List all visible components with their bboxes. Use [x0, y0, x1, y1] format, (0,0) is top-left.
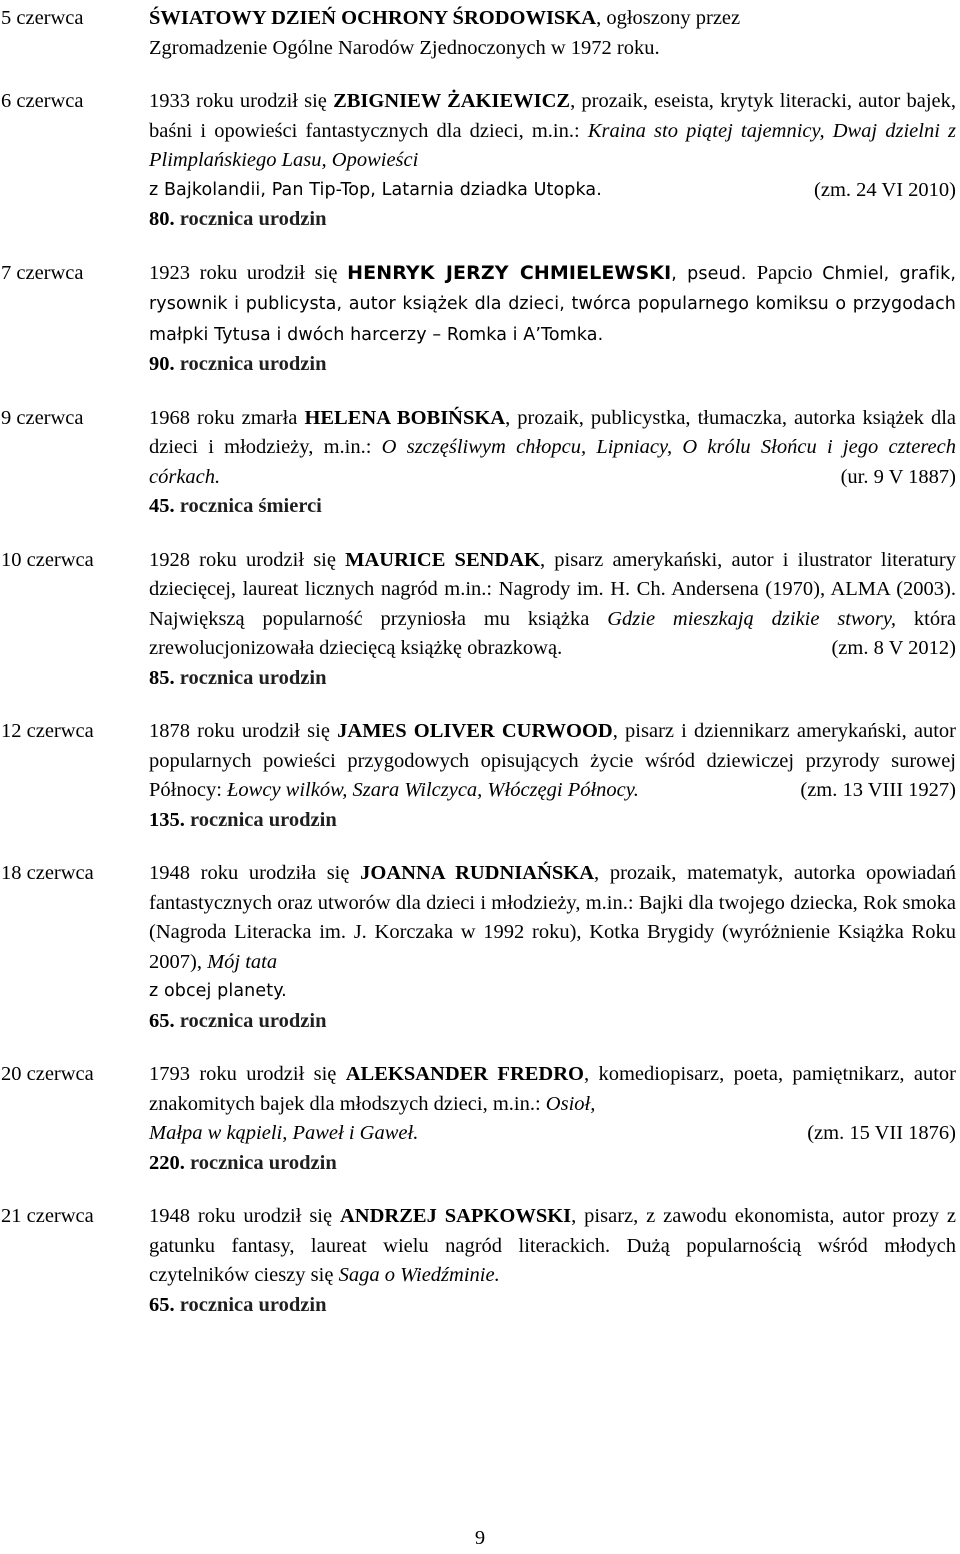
entry-date: 18 czerwca: [1, 862, 94, 884]
entry-death: (zm. 24 VI 2010): [814, 178, 956, 201]
anniversary-type: rocznica urodzin: [179, 666, 327, 689]
entry-desc-2: która zrewolucjonizowała dziecięcą książkę obrazkową.: [149, 607, 956, 659]
entry-text: [149, 859, 956, 1036]
entry-works: Łowcy wilków, Szara Wilczyca, Włóczęgi Północy.: [227, 779, 639, 801]
entry-desc-2: Papcio: [756, 261, 813, 284]
entry-works: Osioł,: [545, 1092, 596, 1115]
anniversary-number: 135.: [149, 808, 185, 831]
entry-desc: , pisarz amerykański, autor i ilustrator literatury dziecięcej, laureat licznych nagród m.in.: Nagrody im. H. Ch. Andersena (1970), ALMA (2003). Największą popularność przyniosła mu książka: [149, 548, 957, 630]
entry-name: HELENA BOBIŃSKA: [304, 406, 506, 429]
entry-name: JAMES OLIVER CURWOOD: [337, 720, 613, 742]
entry-works-plain: z Bajkolandii, Pan Tip-Top, Latarnia dziadka Utopka.: [149, 179, 602, 200]
entry-date: 10 czerwca: [1, 548, 94, 571]
calendar-page: [0, 4, 960, 1320]
entry-date: 6 czerwca: [1, 90, 84, 112]
entry-desc: , prozaik, eseista, krytyk literacki, autor bajek, baśni i opowieści fantastycznych dla dzieci, m.in.:: [149, 90, 956, 142]
entry-works-2: Małpa w kąpieli, Paweł i Gaweł.: [149, 1122, 419, 1144]
entry-name: ALEKSANDER FREDRO: [345, 1063, 584, 1085]
entry-works: Saga o Wiedźminie.: [338, 1264, 500, 1286]
entry-10-czerwca: [0, 546, 960, 694]
anniversary-number: 65.: [149, 1293, 175, 1316]
anniversary-type: rocznica urodzin: [179, 1009, 327, 1032]
entry-20-czerwca: [0, 1060, 960, 1178]
anniversary-label: [149, 1291, 956, 1321]
entry-desc: , prozaik, matematyk, autorka opowiadań fantastycznych oraz utworów dla dzieci i młodzieży, m.in.: Bajki dla twojego dziecka, Rok smoka (Nagroda Literacka im. J. Korczaka w 1992 roku), Kotka Brygidy (wyróżnienie Książka Roku 2007),: [149, 862, 957, 973]
anniversary-type: rocznica urodzin: [179, 208, 327, 230]
anniversary-type: rocznica urodzin: [179, 353, 327, 375]
entry-death: (ur. 9 V 1887): [840, 465, 956, 488]
entry-text: [149, 404, 956, 522]
anniversary-number: 220.: [149, 1151, 185, 1174]
anniversary-label: [149, 1149, 956, 1179]
entry-works: Kraina sto piątej tajemnicy, Dwaj dzielni z Plimplańskiego Lasu, Opowieści: [149, 119, 957, 171]
entry-death: (zm. 13 VIII 1927): [800, 779, 956, 801]
anniversary-number: 45.: [149, 495, 175, 517]
anniversary-number: 65.: [149, 1009, 175, 1032]
anniversary-label: [149, 806, 956, 836]
entry-text: [149, 546, 956, 694]
entry-desc: , pisarz i dziennikarz amerykański, autor popularnych powieści przygodowych opisujących życie wśród dziewiczej przyrody surowej Północy:: [149, 720, 957, 801]
entry-intro: 1923 roku urodził się: [149, 261, 348, 284]
entry-text: [149, 4, 956, 63]
entry-intro: 1793 roku urodził się: [149, 1063, 346, 1085]
entry-date: 9 czerwca: [1, 406, 84, 429]
entry-works: O szczęśliwym chłopcu, Lipniacy, O królu Słońcu i jego czterech córkach.: [149, 436, 956, 488]
entry-name: ZBIGNIEW ŻAKIEWICZ: [333, 90, 571, 112]
entry-intro: 1928 roku urodził się: [149, 548, 346, 571]
entry-death: (zm. 15 VII 1876): [807, 1122, 956, 1144]
anniversary-label: [149, 205, 956, 235]
entry-name: MAURICE SENDAK: [345, 548, 540, 571]
entry-intro: 1948 roku urodziła się: [149, 862, 361, 884]
entry-desc: , pseud.: [671, 263, 757, 284]
anniversary-label: [149, 492, 956, 522]
anniversary-type: rocznica śmierci: [179, 495, 322, 517]
entry-text: [149, 1060, 956, 1178]
entry-text: [149, 259, 956, 380]
entry-text: [149, 1202, 956, 1320]
entry-desc-3: Chmiel, grafik, rysownik i publicysta, autor książek dla dzieci, twórca popularnego komiksu o przygodach małpki Tytusa i dwóch harcerzy – Romka i A’Tomka.: [149, 263, 956, 345]
entry-name: ŚWIATOWY DZIEŃ OCHRONY ŚRODOWISKA: [149, 7, 597, 29]
entry-date: 21 czerwca: [1, 1205, 94, 1227]
entry-works: Gdzie mieszkają dzikie stwory,: [607, 607, 896, 630]
entry-desc: , pisarz, z zawodu ekonomista, autor prozy z gatunku fantasy, laureat wielu nagród literackich. Dużą popularnością wśród młodych czytelników cieszy się: [149, 1205, 956, 1286]
entry-desc-2: z obcej planety.: [149, 981, 287, 1001]
anniversary-type: rocznica urodzin: [179, 1293, 327, 1316]
entry-intro: 1933 roku urodził się: [149, 90, 334, 112]
entry-date: 12 czerwca: [1, 720, 94, 742]
entry-date: 20 czerwca: [1, 1063, 94, 1085]
anniversary-label: [149, 664, 956, 694]
entry-desc: , ogłoszony przez: [596, 7, 741, 29]
anniversary-label: [149, 350, 956, 380]
anniversary-type: rocznica urodzin: [190, 808, 337, 831]
anniversary-number: 90.: [149, 353, 175, 375]
entry-intro: 1968 roku zmarła: [149, 406, 305, 429]
page-number: 9: [474, 1527, 486, 1549]
entry-date: 5 czerwca: [1, 7, 84, 29]
anniversary-type: rocznica urodzin: [190, 1151, 337, 1174]
entry-7-czerwca: [0, 259, 960, 380]
entry-desc: , komediopisarz, poeta, pamiętnikarz, autor znakomitych bajek dla młodszych dzieci, m.in.:: [149, 1063, 956, 1115]
entry-name: HENRYK JERZY CHMIELEWSKI: [347, 261, 672, 284]
entry-5-czerwca: [0, 4, 960, 63]
entry-works: Mój tata: [207, 950, 278, 973]
entry-death: (zm. 8 V 2012): [831, 637, 956, 659]
entry-date: 7 czerwca: [1, 261, 84, 284]
entry-18-czerwca: [0, 859, 960, 1036]
entry-text: [149, 87, 956, 235]
anniversary-number: 85.: [149, 666, 175, 689]
entry-9-czerwca: [0, 404, 960, 522]
entry-12-czerwca: [0, 717, 960, 835]
entry-intro: 1948 roku urodził się: [149, 1205, 340, 1227]
anniversary-label: [149, 1007, 956, 1037]
entry-text: [149, 717, 956, 835]
entry-name: ANDRZEJ SAPKOWSKI: [340, 1205, 572, 1227]
entry-6-czerwca: [0, 87, 960, 235]
entry-name: JOANNA RUDNIAŃSKA: [360, 862, 595, 884]
entry-intro: 1878 roku urodził się: [149, 720, 338, 742]
entry-desc: , prozaik, publicystka, tłumaczka, autorka książek dla dzieci i młodzieży, m.in.:: [149, 406, 957, 458]
entry-21-czerwca: [0, 1202, 960, 1320]
entry-desc-line2: Zgromadzenie Ogólne Narodów Zjednoczonych w 1972 roku.: [149, 36, 660, 59]
anniversary-number: 80.: [149, 208, 175, 230]
